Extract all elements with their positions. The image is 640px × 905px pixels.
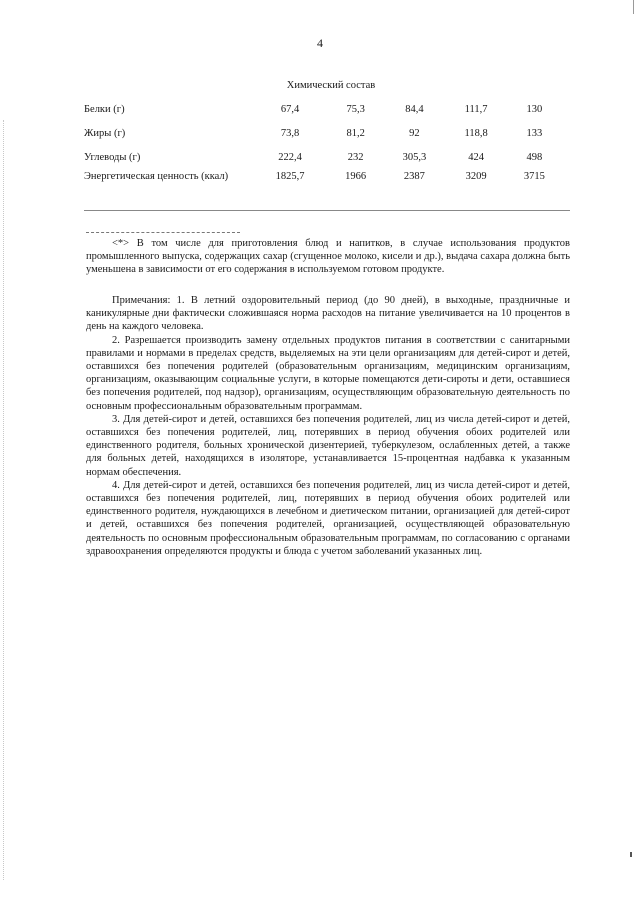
row-label: Жиры (г) [84, 127, 126, 139]
table-cell: 305,3 [402, 151, 427, 163]
table-cell: 222,4 [278, 151, 302, 163]
table-cell: 75,3 [346, 103, 365, 115]
table-cell: 1825,7 [275, 171, 305, 182]
notes-block [86, 294, 570, 558]
table-cell: 92 [409, 127, 420, 139]
note-paragraph: 3. Для детей-сирот и детей, оставшихся без попечения родителей, лиц из числа детей-сирот и детей, оставшихся без попечения родителей, лиц, потерявших в период обучения обоих родителей или единственного родителя, больных хронической дизентерией, туберкулезом, ослабленных детей, а также для больных детей, находящихся в изоляторе, устанавливается 15-процентная надбавка к указанным нормам обеспечения. [86, 413, 570, 478]
section-title: Химический состав [286, 80, 376, 91]
row-label: Белки (г) [84, 103, 125, 115]
table-cell: 130 [526, 103, 543, 115]
table-row [84, 145, 562, 169]
scan-speck [630, 852, 632, 857]
table-cell: 3209 [465, 171, 487, 182]
table-row [84, 169, 562, 205]
footnote-separator [86, 232, 240, 233]
table-cell: 232 [347, 151, 364, 163]
table-cell: 67,4 [280, 103, 300, 115]
table-cell: 133 [526, 127, 543, 139]
table-cell: 111,7 [464, 103, 488, 115]
note-paragraph: 4. Для детей-сирот и детей, оставшихся без попечения родителей, лиц из числа детей-сирот и детей, оставшихся без попечения родителей, лиц, потерявших в период обучения обоих родителей или единственного родителя, нуждающихся в лечебном и диетическом питании, организацией для детей-сирот и детей, оставшихся без попечения родителей, организацией, осуществляющей образовательную деятельность по основным профессиональным образовательным программам, по согласованию с органами здравоохранения определяются продукты и блюда с учетом заболеваний указанных лиц. [86, 479, 570, 557]
footnote-block [86, 237, 570, 277]
scan-corner-mark [633, 0, 634, 14]
footnote-text: <*> В том числе для приготовления блюд и напитков, в случае использования продуктов промышленного выпуска, содержащих сахар (сгущенное молоко, кисели и др.), выдача сахара должна быть уменьшена в зависимости от его содержания в используемом готовом продукте. [86, 238, 570, 276]
table-bottom-rule [84, 210, 570, 211]
table-cell: 2387 [403, 171, 425, 182]
note-paragraph: 2. Разрешается производить замену отдельных продуктов питания в соответствии с санитарными правилами и нормами в пределах средств, выделяемых на эти цели организациям для детей-сирот и детей, оставшихся без попечения родителей (образовательным организациям, медицинским организациям, организациям, оказывающим социальные услуги, в которые помещаются дети-сироты и дети, оставшиеся без попечения родителей, под надзор), организациям, осуществляющим образовательную деятельность по основным профессиональным образовательным программам. [86, 334, 570, 412]
scan-edge-mark [3, 120, 4, 880]
table-cell: 81,2 [346, 127, 365, 139]
table-cell: 118,8 [464, 127, 488, 139]
table-cell: 1966 [345, 171, 367, 182]
note-paragraph: Примечания: 1. В летний оздоровительный период (до 90 дней), в выходные, праздничные и каникулярные дни фактически сложившаяся норма расходов на питание увеличивается на 10 процентов в день на каждого человека. [86, 295, 570, 333]
table-cell: 424 [468, 151, 484, 163]
table-cell: 84,4 [405, 103, 424, 115]
row-label: Углеводы (г) [84, 151, 141, 163]
chemical-composition-table [84, 97, 562, 205]
page-number: 4 [317, 36, 323, 50]
table-row [84, 121, 562, 145]
table-row [84, 97, 562, 121]
table-cell: 498 [526, 151, 543, 163]
row-label: Энергетическая ценность (ккал) [84, 171, 229, 182]
table-cell: 3715 [523, 171, 545, 182]
table-cell: 73,8 [280, 127, 300, 139]
